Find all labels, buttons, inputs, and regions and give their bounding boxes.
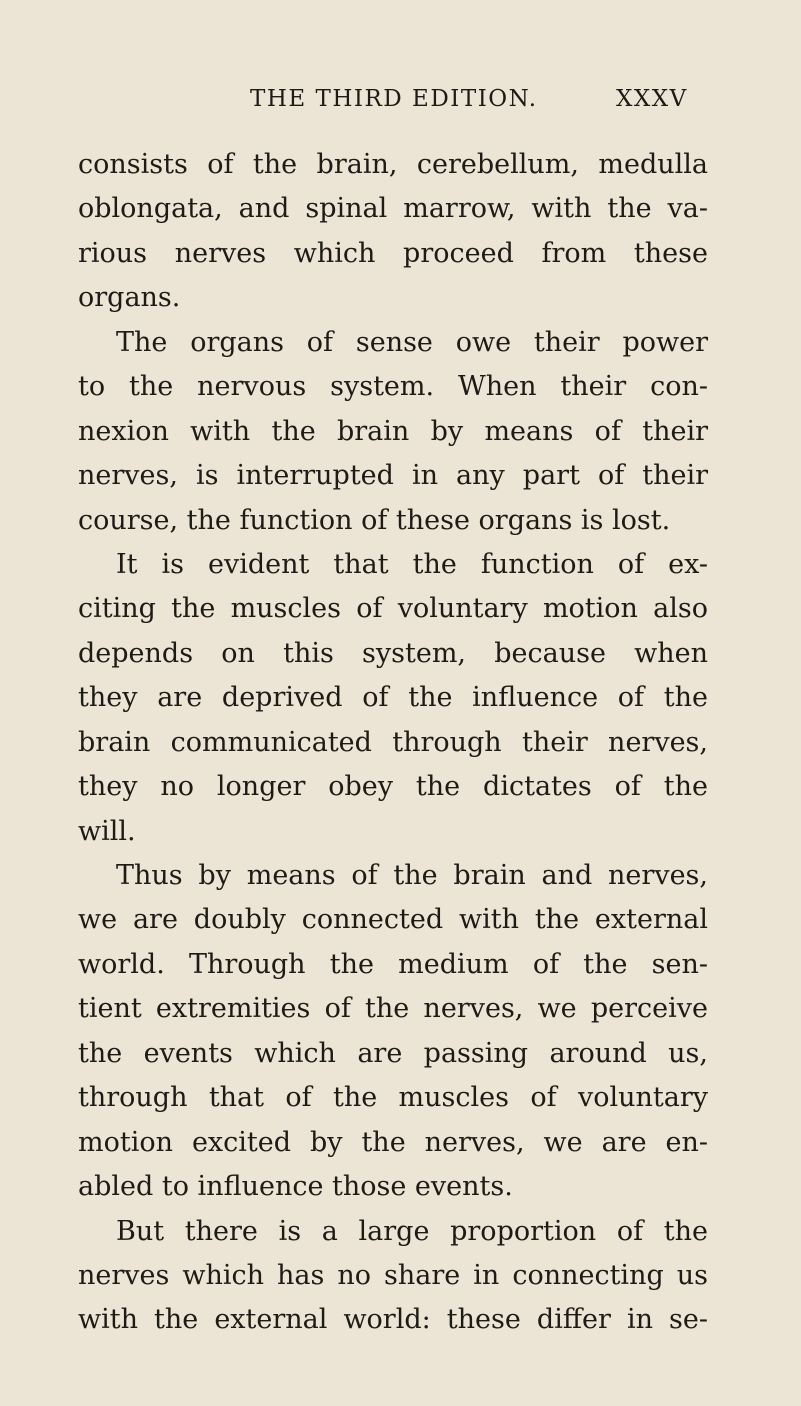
text-line: the events which are passing around us,: [78, 1037, 708, 1069]
running-head-title: THE THIRD EDITION.: [250, 86, 538, 112]
text-line: they are deprived of the influence of the: [78, 682, 708, 714]
text-line: It is evident that the function of ex-: [116, 548, 708, 580]
text-line: world. Through the medium of the sen-: [78, 948, 708, 980]
text-line: brain communicated through their nerves,: [78, 726, 708, 758]
text-line: tient extremities of the nerves, we perceive: [78, 993, 708, 1025]
page-number: XXXV: [616, 86, 688, 112]
text-line: oblongata, and spinal marrow, with the va-: [78, 193, 708, 225]
text-line: rious nerves which proceed from these: [78, 237, 708, 269]
text-line: they no longer obey the dictates of the: [78, 771, 708, 803]
text-line: nexion with the brain by means of their: [78, 415, 708, 447]
text-line: The organs of sense owe their power: [116, 326, 708, 358]
text-line: with the external world: these differ in se-: [78, 1304, 708, 1336]
text-line: organs.: [78, 282, 181, 314]
body-text: [78, 143, 708, 1343]
text-line: But there is a large proportion of the: [116, 1215, 708, 1247]
text-line: depends on this system, because when: [78, 637, 708, 669]
text-line: nerves which has no share in connecting us: [78, 1259, 708, 1291]
text-line: we are doubly connected with the external: [78, 904, 708, 936]
text-line: through that of the muscles of voluntary: [78, 1082, 708, 1114]
text-line: citing the muscles of voluntary motion also: [78, 593, 708, 625]
text-line: course, the function of these organs is lost.: [78, 504, 671, 536]
text-line: abled to influence those events.: [78, 1171, 513, 1203]
text-line: to the nervous system. When their con-: [78, 371, 708, 403]
running-head: [0, 86, 801, 122]
text-line: motion excited by the nerves, we are en-: [78, 1126, 708, 1158]
text-line: nerves, is interrupted in any part of their: [78, 460, 708, 492]
text-line: Thus by means of the brain and nerves,: [116, 860, 708, 891]
text-line: consists of the brain, cerebellum, medulla: [78, 149, 708, 180]
text-line: will.: [78, 815, 136, 847]
